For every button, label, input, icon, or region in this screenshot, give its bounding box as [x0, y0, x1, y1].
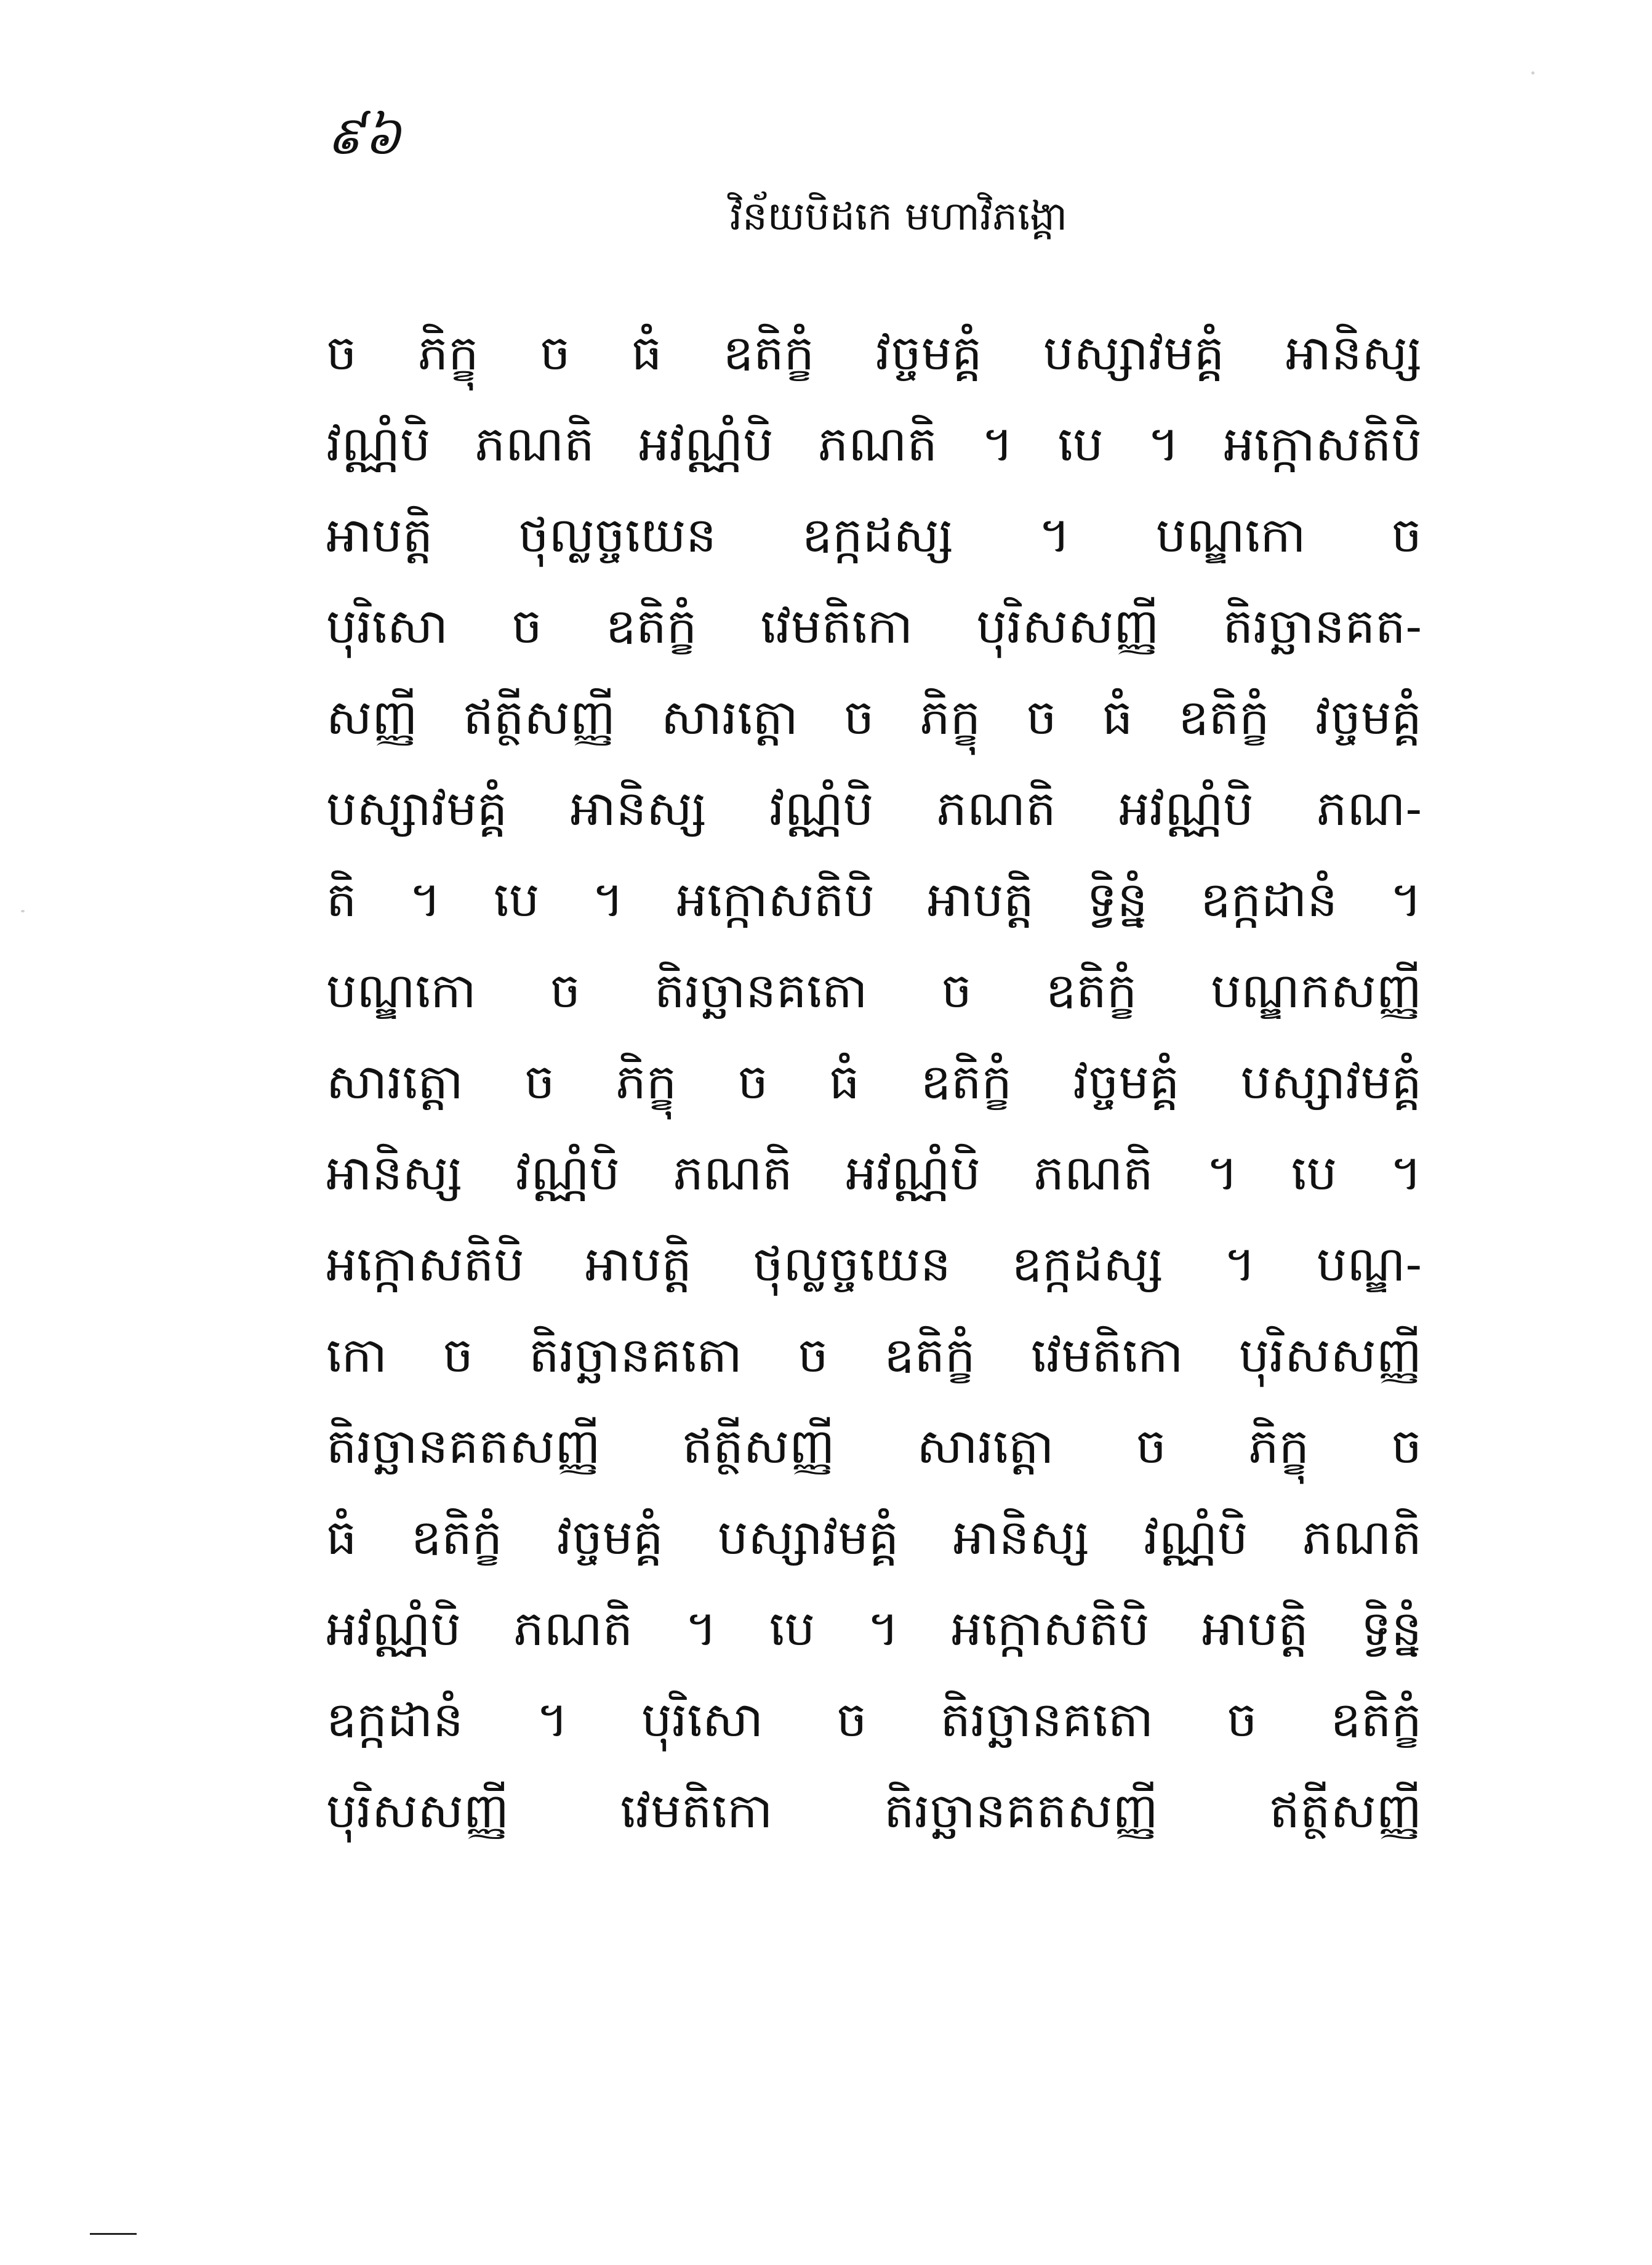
text-line: ឧក្កដានំ ។ បុរិសោ ច តិរច្ឆានគតោ ច ឧតិក្ខំ	[326, 1692, 1422, 1748]
text-line: បុរិសសញ្ញី វេមតិកោ តិរច្ឆានគតសញ្ញី ឥត្ថីសញ្ញី	[326, 1784, 1422, 1839]
text-line: តិ ។ បេ ។ អក្កោសតិបិ អាបត្តិ ទ្វិន្នំ ឧក្កដានំ ។	[326, 872, 1422, 928]
scan-speck	[1531, 71, 1534, 74]
body-text	[326, 308, 1422, 1958]
text-line: បណ្ឌកោ ច តិរច្ឆានគតោ ច ឧតិក្ខំ បណ្ឌកសញ្ញី	[326, 964, 1422, 1019]
text-line: បស្សាវមគ្គំ អានិស្ស វណ្ណំបិ ភណតិ អវណ្ណំបិ ភណ-	[326, 781, 1422, 837]
text-line: សញ្ញី ឥត្ថីសញ្ញី សារត្តោ ច ភិក្ខុ ច ធំ ឧតិក្ខំ វច្ចមគ្គំ	[326, 690, 1422, 746]
text-line: បុរិសោ ច ឧតិក្ខំ វេមតិកោ បុរិសសញ្ញី តិរច្ឆានគត-	[326, 599, 1422, 654]
text-line: ធំ ឧតិក្ខំ វច្ចមគ្គំ បស្សាវមគ្គំ អានិស្ស វណ្ណំបិ ភណតិ	[326, 1510, 1422, 1566]
page-number: ៩៦	[326, 105, 401, 167]
text-line: សារត្តោ ច ភិក្ខុ ច ធំ ឧតិក្ខំ វច្ចមគ្គំ បស្សាវមគ្គំ	[326, 1055, 1422, 1110]
running-title: វិន័យបិដកេ មហាវិភង្គោ	[729, 194, 1068, 239]
footer-rule	[90, 2233, 137, 2235]
text-line: តិរច្ឆានគតសញ្ញី ឥត្ថីសញ្ញី សារត្តោ ច ភិក្ខុ ច	[326, 1419, 1422, 1474]
text-line: អានិស្ស វណ្ណំបិ ភណតិ អវណ្ណំបិ ភណតិ ។ បេ ។	[326, 1146, 1422, 1201]
text-line: វណ្ណំបិ ភណតិ អវណ្ណំបិ ភណតិ ។ បេ ។ អក្កោសតិបិ	[326, 417, 1422, 472]
text-line: អក្កោសតិបិ អាបត្តិ ថុល្លច្ចយេន ឧក្កដស្ស ។ បណ្ឌ-	[326, 1237, 1422, 1292]
text-line: អវណ្ណំបិ ភណតិ ។ បេ ។ អក្កោសតិបិ អាបត្តិ ទ្វិន្នំ	[326, 1601, 1422, 1657]
text-line: ច ភិក្ខុ ច ធំ ឧតិក្ខំ វច្ចមគ្គំ បស្សាវមគ្គំ អានិស្ស	[326, 326, 1422, 381]
scan-speck	[21, 910, 25, 912]
text-line: កោ ច តិរច្ឆានគតោ ច ឧតិក្ខំ វេមតិកោ បុរិសសញ្ញី	[326, 1328, 1422, 1383]
text-line: អាបត្តិ ថុល្លច្ចយេន ឧក្កដស្ស ។ បណ្ឌកោ ច	[326, 508, 1422, 563]
